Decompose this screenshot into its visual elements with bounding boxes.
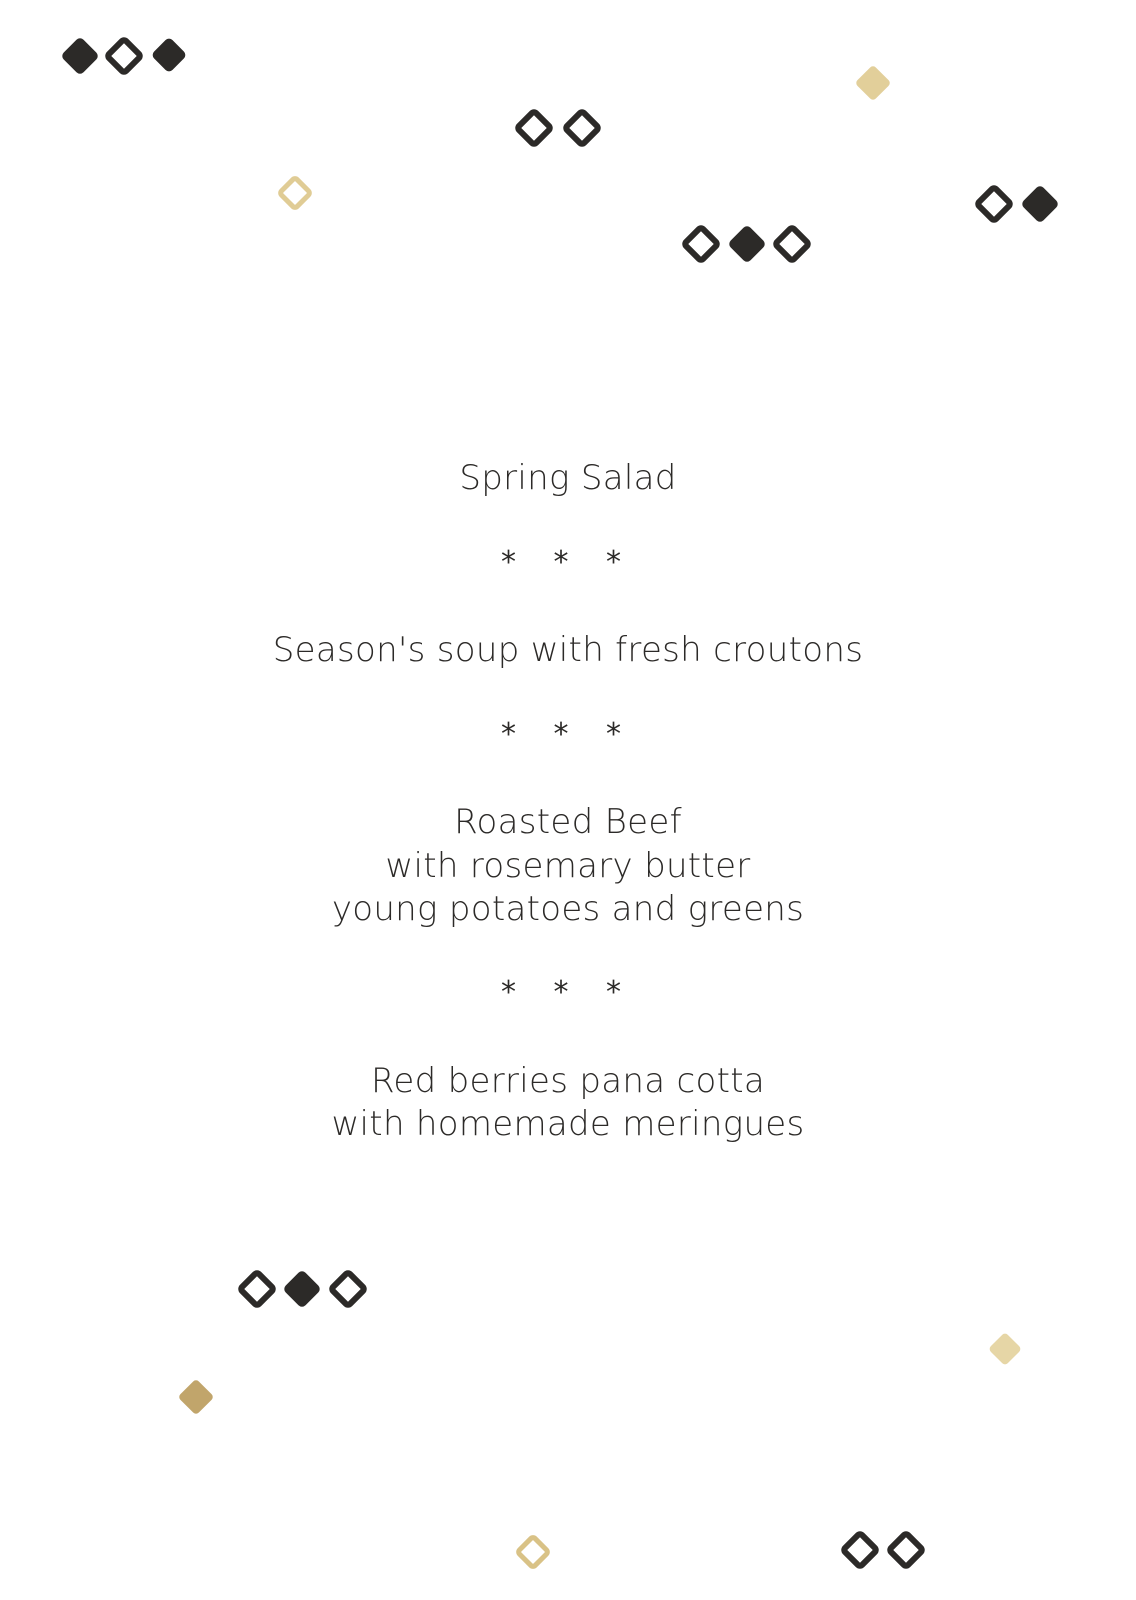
course-4-detail-1: with homemade meringues <box>331 1104 805 1144</box>
course-separator-1: * * * <box>500 545 636 580</box>
course-3-detail-2: young potatoes and greens <box>331 889 805 929</box>
course-2-title: Season's soup with fresh croutons <box>272 630 864 670</box>
course-3-title: Roasted Beef <box>454 802 682 842</box>
course-4-title: Red berries pana cotta <box>371 1061 765 1101</box>
course-3-detail-1: with rosemary butter <box>385 846 751 886</box>
course-1-title: Spring Salad <box>459 458 677 498</box>
course-separator-3: * * * <box>500 975 636 1010</box>
course-separator-2: * * * <box>500 717 636 752</box>
